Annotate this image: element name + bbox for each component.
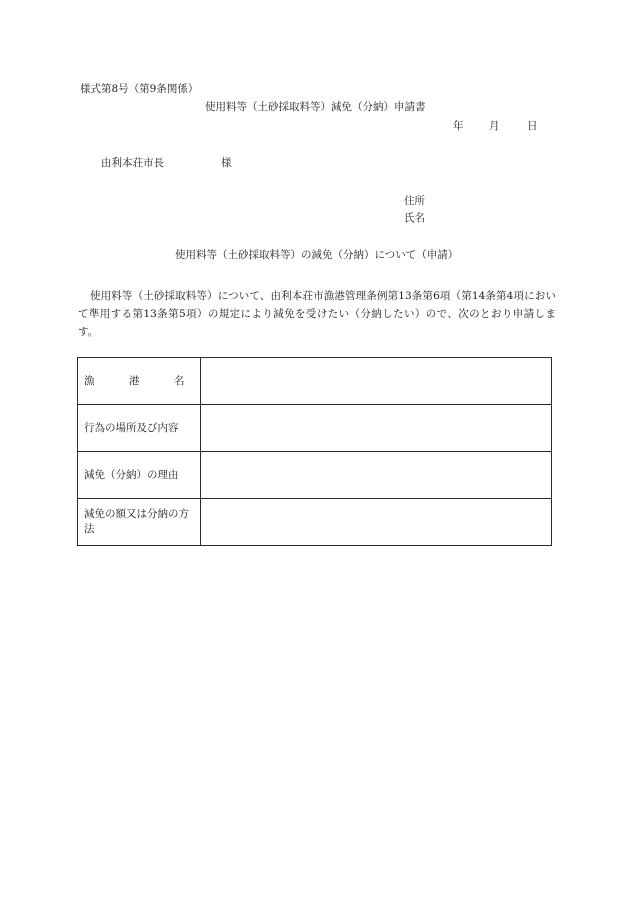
- table-row: [78, 452, 552, 499]
- date-month-label: 月: [489, 120, 500, 132]
- document-title: 使用料等（土砂採取料等）減免（分納）申請書: [205, 101, 426, 113]
- body-paragraph: [78, 287, 556, 341]
- date-day-label: 日: [527, 120, 538, 132]
- table-row: [78, 499, 552, 546]
- label-char: 漁: [84, 374, 95, 387]
- table-row: [78, 405, 552, 452]
- subject-line: 使用料等（土砂採取料等）の減免（分納）について（申請）: [175, 249, 459, 261]
- row-label-reason: 減免（分納）の理由: [78, 452, 201, 499]
- row-value-amount-method[interactable]: [201, 499, 552, 546]
- application-table: [77, 357, 552, 546]
- addressee: [101, 158, 232, 169]
- row-label-fishing-port: [78, 358, 201, 405]
- label-char: 名: [174, 374, 185, 387]
- date-year-label: 年: [453, 120, 464, 132]
- body-text: 使用料等（土砂採取料等）について、由利本荘市漁港管理条例第13条第6項（第14条第4項において準用する第13条第5項）の規定により減免を受けたい（分納したい）ので、次のとおり申請します。: [78, 290, 556, 338]
- label-char: 港: [129, 374, 140, 387]
- row-label-amount-method: 減免の額又は分納の方法: [78, 499, 201, 546]
- date-line: [453, 121, 538, 132]
- row-value-activity[interactable]: [201, 405, 552, 452]
- addressee-mayor: 由利本荘市長: [101, 157, 164, 169]
- addressee-honorific: 様: [221, 157, 232, 169]
- row-value-reason[interactable]: [201, 452, 552, 499]
- row-value-fishing-port[interactable]: [201, 358, 552, 405]
- applicant-address-label: 住所: [404, 195, 425, 207]
- applicant-name-label: 氏名: [404, 212, 425, 224]
- row-label-activity: 行為の場所及び内容: [78, 405, 201, 452]
- table-row: [78, 358, 552, 405]
- form-number: 様式第8号（第9条関係）: [80, 83, 199, 95]
